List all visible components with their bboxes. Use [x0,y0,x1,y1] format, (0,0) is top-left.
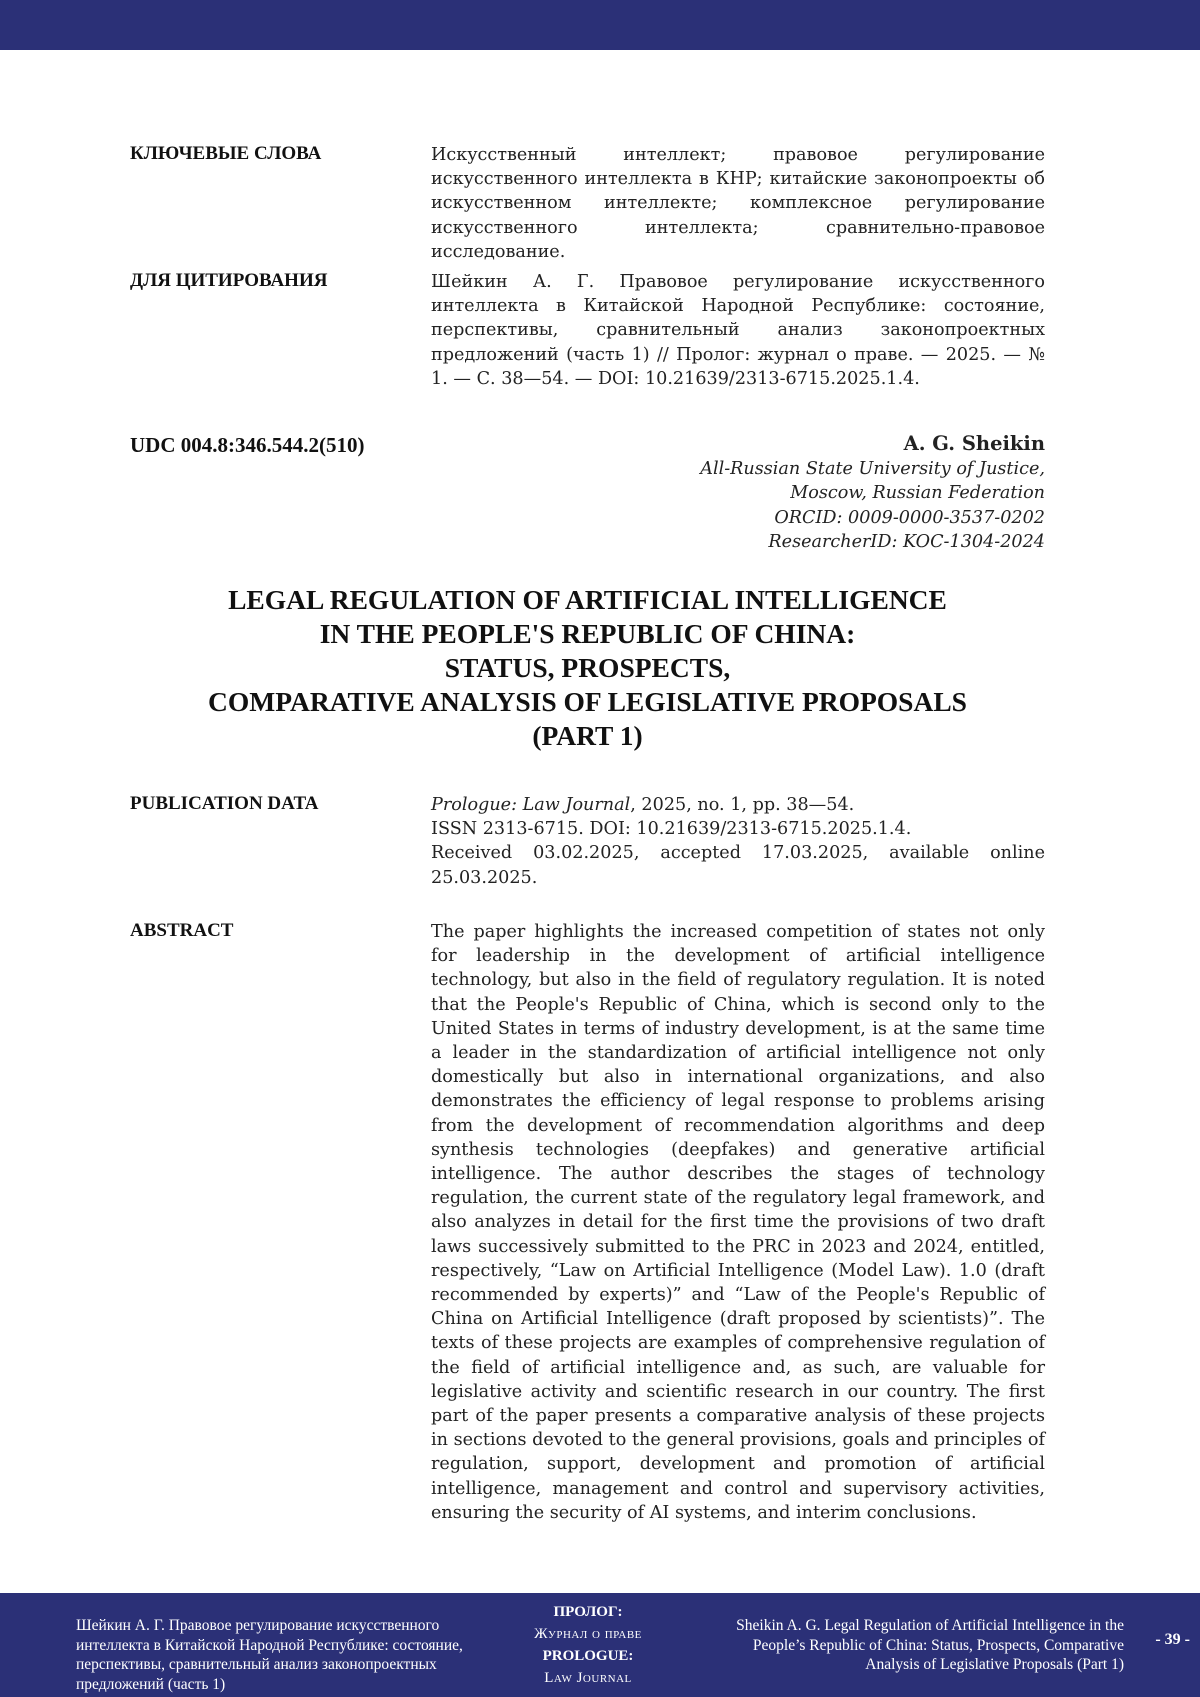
abstract-label: ABSTRACT [130,920,234,941]
journal-issue: , 2025, no. 1, pp. 38—54. [630,795,855,815]
footer-journal-en: PROLOGUE: [542,1648,634,1664]
footer-journal-ru: ПРОЛОГ: [553,1604,623,1620]
footer-journal-ru-subtitle: Журнал о праве [534,1626,642,1642]
citation-label: ДЛЯ ЦИТИРОВАНИЯ [130,270,328,291]
footer-journal [488,1601,688,1689]
citation-section [130,270,1045,390]
keywords-text: Искусственный интеллект; правовое регулирование искусственного интеллекта в КНР; китайские законопроекты об искусственном интеллекте; комплексное регулирование искусственного интеллекта; сравнительно-правовое исследование. [431,145,1045,262]
publication-line-2: ISSN 2313-6715. DOI: 10.21639/2313-6715.2025.1.4. [431,819,912,840]
publication-line-3: Received 03.02.2025, accepted 17.03.2025, available online 25.03.2025. [431,843,1045,888]
author-block [700,432,1045,554]
publication-text [431,793,1045,890]
author-location: Moscow, Russian Federation [790,483,1045,504]
title-line: COMPARATIVE ANALYSIS OF LEGISLATIVE PROPOSALS [208,686,967,717]
article-title [130,583,1045,753]
title-line: IN THE PEOPLE'S REPUBLIC OF CHINA: [319,618,856,649]
publication-section [130,793,1045,893]
abstract-text: The paper highlights the increased competition of states not only for leadership in the development of artificial intelligence technology, but also in the field of regulatory regulation. It is noted that the People's Republic of China, which is second only to the United States in terms of industry development, is at the same time a leader in the standardization of artificial intelligence not only domestically but also in international organizations, and also demonstrates the efficiency of legal response to problems arising from the development of recommendation algorithms and deep synthesis technologies (deepfakes) and generative artificial intelligence. The author describes the stages of technology regulation, the current state of the regulatory legal framework, and also analyzes in detail for the first time the provisions of two draft laws successively submitted to the PRC in 2023 and 2024, entitled, respectively, “Law on Artificial Intelligence (Model Law). 1.0 (draft recommended by experts)” and “Law of the People's Republic of China on Artificial Intelligence (draft proposed by scientists)”. The texts of these projects are examples of comprehensive regulation of the field of artificial intelligence and, as such, are valuable for legislative activity and scientific research in our country. The first part of the paper presents a comparative analysis of these projects in sections devoted to the general provisions, goals and principles of regulation, support, development and promotion of artificial intelligence, management and control and supervisory activities, ensuring the security of AI systems, and interim conclusions. [431,922,1045,1523]
title-line: (PART 1) [532,720,643,751]
header-bar [0,0,1200,50]
footer-journal-en-subtitle: Law Journal [544,1670,632,1686]
abstract-section [130,920,1045,1530]
keywords-label: КЛЮЧЕВЫЕ СЛОВА [130,143,322,164]
page-footer [0,1593,1200,1697]
udc-code: UDC 004.8:346.544.2(510) [130,433,365,457]
footer-citation-ru: Шейкин А. Г. Правовое регулирование искусственного интеллекта в Китайской Народной Республике: состояние, перспективы, сравнительный анализ законопроектных предложений (часть 1) [76,1617,463,1693]
journal-name: Prologue: Law Journal [431,795,631,815]
publication-label: PUBLICATION DATA [130,793,319,814]
title-line: LEGAL REGULATION OF ARTIFICIAL INTELLIGENCE [228,584,947,615]
publication-line-1 [431,793,1045,817]
title-line: STATUS, PROSPECTS, [444,652,731,683]
page-number: - 39 - [1155,1631,1190,1648]
author-orcid: ORCID: 0009-0000-3537-0202 [774,507,1045,528]
author-name: A. G. Sheikin [903,432,1045,455]
citation-text: Шейкин А. Г. Правовое регулирование искусственного интеллекта в Китайской Народной Республике: состояние, перспективы, сравнительный анализ законопроектных предложений (часть 1) // Пролог: журнал о праве. — 2025. — № 1. — С. 38—54. — DOI: 10.21639/2313-6715.2025.1.4. [431,272,1045,389]
footer-citation-en: Sheikin A. G. Legal Regulation of Artificial Intelligence in the People’s Republic of China: Status, Prospects, Comparative Analysis of Legislative Proposals (Part 1) [736,1617,1124,1673]
keywords-section [130,143,1045,262]
author-researcher-id: ResearcherID: KOC-1304-2024 [768,531,1045,552]
author-affiliation: All-Russian State University of Justice, [700,459,1045,480]
